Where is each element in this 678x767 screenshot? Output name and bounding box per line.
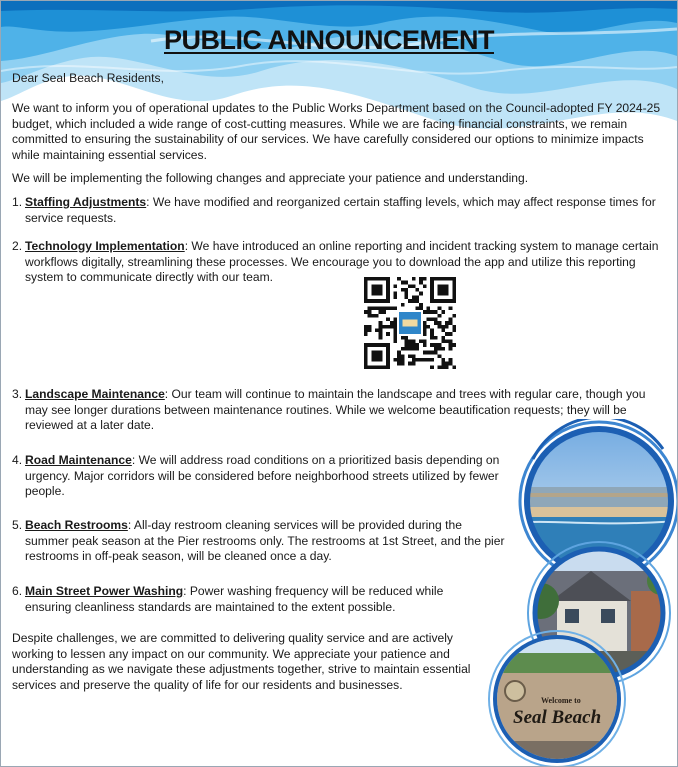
announcement-content bbox=[1, 1, 677, 766]
item-heading: Technology Implementation bbox=[25, 239, 185, 253]
item-number: 1. bbox=[12, 195, 23, 209]
page-title: PUBLIC ANNOUNCEMENT bbox=[164, 25, 494, 55]
greeting: Dear Seal Beach Residents, bbox=[12, 71, 164, 85]
sign-welcome-text: Welcome to bbox=[541, 696, 581, 705]
list-item-road bbox=[25, 453, 525, 500]
item-heading: Main Street Power Washing bbox=[25, 584, 184, 598]
lead-sentence: We will be implementing the following changes and appreciate your patience and understanding. bbox=[12, 171, 529, 185]
list-item-landscape bbox=[25, 387, 661, 434]
item-number: 4. bbox=[12, 453, 23, 467]
intro-paragraph: We want to inform you of operational updates to the Public Works Department based on the Council-adopted FY 2024-25 budget, which included a wide range of cost-cutting measures. While we are facing financial constraints, we remain committed to ensuring the sustainability of our services. We have carefully considered our options to minimize impacts while maintaining essential services. bbox=[12, 101, 661, 162]
item-body: : All-day restroom cleaning services will be provided during the summer peak season at the Pier restrooms only. The restrooms at 1st Street, and the pier restrooms in off-peak season, will be cleaned once a day. bbox=[25, 518, 505, 564]
item-heading: Road Maintenance bbox=[25, 453, 132, 467]
qr-code[interactable] bbox=[364, 277, 456, 369]
item-number: 5. bbox=[12, 518, 23, 532]
list-item-technology bbox=[25, 239, 667, 286]
item-body: : We have introduced an online reporting and incident tracking system to manage certain workflows digitally, streamlining these processes. We encourage you to download the app and utilize this reporting system to communicate directly with our team. bbox=[25, 239, 659, 285]
sign-seal-beach-text: Seal Beach bbox=[513, 707, 602, 728]
item-number: 6. bbox=[12, 584, 23, 598]
closing-paragraph: Despite challenges, we are committed to delivering quality service and are actively working to lessen any impact on our community. We appreciate your patience and understanding as we navigate these adjustments together, strive to maintain essential services and preserve the quality of life for our residents and businesses. bbox=[12, 631, 471, 692]
item-body: : We will address road conditions on a prioritized basis depending on urgency. Major corridors will be considered before neighborhood streets utilized by fewer people. bbox=[25, 453, 500, 499]
item-body: : Power washing frequency will be reduced while ensuring cleanliness standards are maintained to the extent possible. bbox=[25, 584, 444, 614]
item-number: 3. bbox=[12, 387, 23, 401]
item-body: : Our team will continue to maintain the landscape and trees with regular care, though you may see longer durations between maintenance routines. While we welcome beautification requests; they will be reviewed at a later date. bbox=[25, 387, 646, 433]
list-item-power-washing bbox=[25, 584, 465, 615]
item-heading: Staffing Adjustments bbox=[25, 195, 147, 209]
item-heading: Beach Restrooms bbox=[25, 518, 128, 532]
list-item-restrooms bbox=[25, 518, 505, 565]
list-item-staffing bbox=[25, 195, 670, 226]
item-body: : We have modified and reorganized certain staffing levels, which may affect response times for service requests. bbox=[25, 195, 656, 225]
item-number: 2. bbox=[12, 239, 23, 253]
item-heading: Landscape Maintenance bbox=[25, 387, 165, 401]
